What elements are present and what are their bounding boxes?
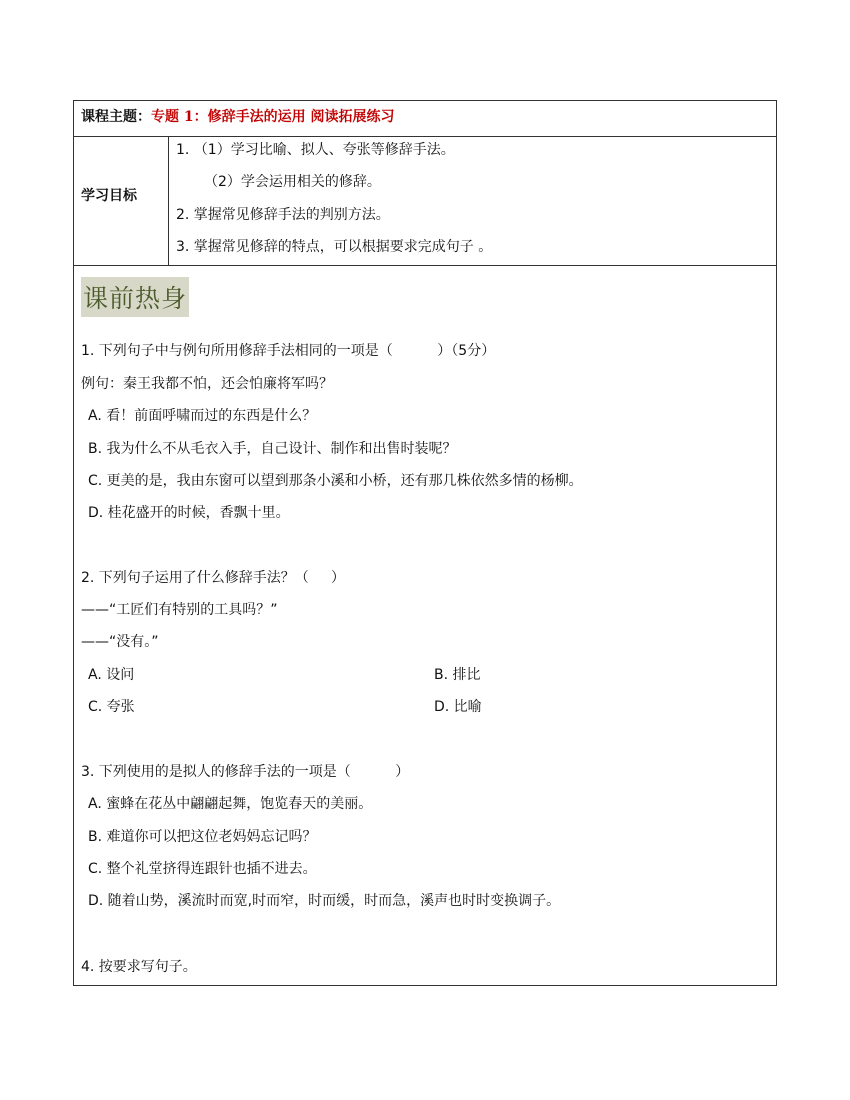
warmup-title: 课前热身 (81, 277, 189, 317)
dialogue-line: ——“没有。” (81, 634, 159, 650)
goal-item: 1. （1）学习比喻、拟人、夸张等修辞手法。 (176, 142, 455, 158)
question-stem: 3. 下列使用的是拟人的修辞手法的一项是（ ） (81, 764, 410, 780)
goal-item: 2. 掌握常见修辞手法的判别方法。 (176, 207, 390, 223)
option-item: A. 看！前面呼啸而过的东西是什么？ (88, 408, 317, 424)
option-item: D. 桂花盛开的时候，香飘十里。 (88, 505, 290, 521)
topic-heading (81, 106, 395, 126)
option-item: D. 比喻 (434, 699, 482, 715)
topic-title: 专题 1：修辞手法的运用 阅读拓展练习 (151, 109, 395, 125)
dialogue-line: ——“工匠们有特别的工具吗？” (81, 602, 278, 618)
goal-item: （2）学会运用相关的修辞。 (204, 174, 381, 190)
question-example: 例句：秦王我都不怕，还会怕廉将军吗？ (81, 376, 333, 392)
option-item: C. 整个礼堂挤得连跟针也插不进去。 (88, 861, 317, 877)
option-item: B. 我为什么不从毛衣入手，自己设计、制作和出售时装呢？ (88, 441, 457, 457)
topic-row (74, 101, 776, 137)
option-item: D. 随着山势，溪流时而宽,时而窄，时而缓，时而急，溪声也时时变换调子。 (88, 893, 561, 909)
option-item: C. 更美的是，我由东窗可以望到那条小溪和小桥，还有那几株依然多情的杨柳。 (88, 473, 583, 489)
goals-heading: 学习目标 (81, 188, 137, 204)
goal-item: 3. 掌握常见修辞的特点，可以根据要求完成句子 。 (176, 239, 493, 255)
question-stem: 2. 下列句子运用了什么修辞手法？（ ） (81, 570, 346, 586)
topic-label: 课程主题： (81, 109, 151, 125)
option-item: A. 蜜蜂在花丛中翩翩起舞，饱览春天的美丽。 (88, 796, 373, 812)
question-stem: 1. 下列句子中与例句所用修辞手法相同的一项是（ ）（5分） (81, 343, 496, 359)
option-item: A. 设问 (88, 667, 135, 683)
goals-row (74, 137, 776, 266)
question-stem: 4. 按要求写句子。 (81, 959, 197, 975)
goals-heading-cell (74, 137, 169, 265)
option-item: C. 夸张 (88, 699, 135, 715)
worksheet-table (73, 100, 777, 986)
option-item: B. 排比 (434, 667, 481, 683)
option-item: B. 难道你可以把这位老妈妈忘记吗？ (88, 829, 317, 845)
